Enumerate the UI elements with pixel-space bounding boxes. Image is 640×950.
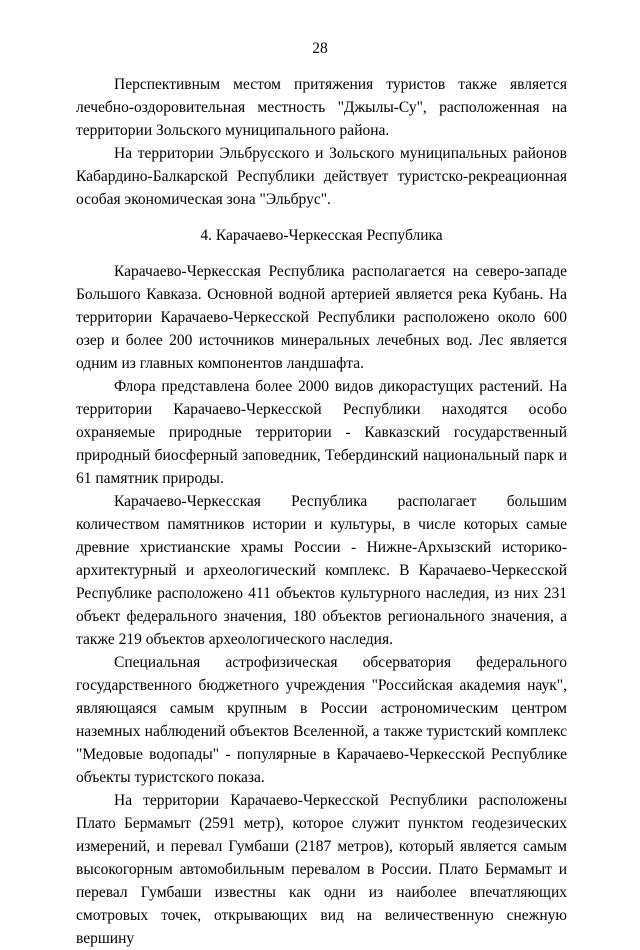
paragraph-observatory: Специальная астрофизическая обсерватория федерального государственного бюджетного учреждения "Российская академия наук", являющаяся самым крупным в России астрономическим центром наземных наблюдений объектов Вселенной, а также туристский комплекс "Медовые водопады" - популярные в Карачаево-Черкесской Республике объекты туристского показа. — [76, 654, 567, 786]
page-body — [76, 73, 567, 950]
section-heading: 4. Карачаево-Черкесская Республика — [200, 227, 443, 244]
paragraph-heritage: Карачаево-Черкесская Республика располагает большим количеством памятников истории и культуры, в числе которых самые древние христианские храмы России - Нижне-Архызский историко-архитектурный и археологический комплекс. В Карачаево-Черкесской Республике расположено 411 объектов культурного наследия, из них 231 объект федерального значения, 180 объектов регионального значения, а также 219 объектов археологического наследия. — [76, 493, 567, 648]
paragraph-dzhyly-su: Перспективным местом притяжения туристов также является лечебно-оздоровительная местность "Джылы-Су", расположенная на территории Зольского муниципального района. — [76, 76, 567, 139]
paragraph-flora: Флора представлена более 2000 видов дикорастущих растений. На территории Карачаево-Черкесской Республики находятся особо охраняемые природные территории - Кавказский государственный природный биосферный заповедник, Тебердинский национальный парк и 61 памятник природы. — [76, 378, 567, 487]
paragraph-elbrus-zone: На территории Эльбрусского и Зольского муниципальных районов Кабардино-Балкарской Республики действует туристско-рекреационная особая экономическая зона "Эльбрус". — [76, 145, 567, 208]
paragraph-geography: Карачаево-Черкесская Республика располагается на северо-западе Большого Кавказа. Основной водной артерией является река Кубань. На территории Карачаево-Черкесской Республики расположено около 600 озер и более 200 источников минеральных лечебных вод. Лес является одним из главных компонентов ландшафта. — [76, 263, 567, 372]
page-number: 28 — [312, 40, 328, 57]
paragraph-bermamyt-gumbashi: На территории Карачаево-Черкесской Республики расположены Плато Бермамыт (2591 метр), которое служит пунктом геодезических измерений, и перевал Гумбаши (2187 метров), который является самым высокогорным автомобильным перевалом в России. Плато Бермамыт и перевал Гумбаши известны как одни из наиболее впечатляющих смотровых точек, открывающих вид на величественную снежную вершину — [76, 792, 567, 947]
